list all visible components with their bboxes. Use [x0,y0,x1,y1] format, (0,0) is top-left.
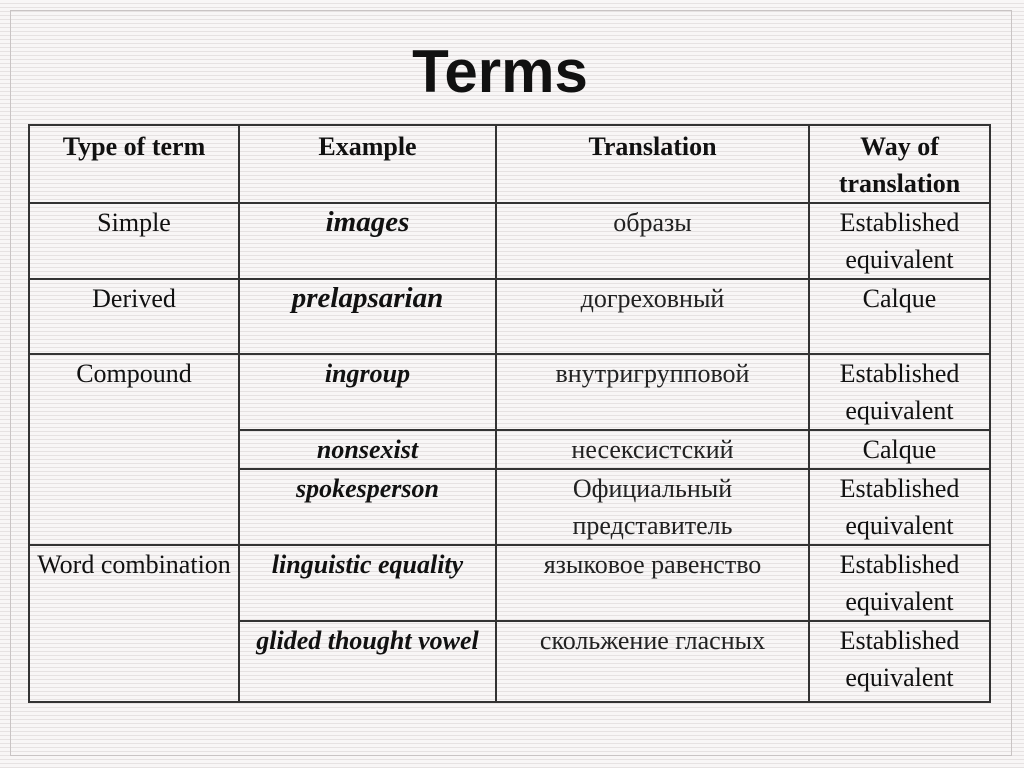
cell-translation: языковое равенство [496,545,809,621]
header-way-of-translation: Way of translation [809,125,990,203]
cell-example: linguistic equality [239,545,496,621]
cell-type: Word combination [29,545,239,702]
cell-example: nonsexist [239,430,496,469]
cell-example: glided thought vowel [239,621,496,702]
cell-translation: догреховный [496,279,809,354]
table-row [29,545,990,621]
cell-type: Derived [29,279,239,354]
cell-translation: Официальный представитель [496,469,809,545]
cell-way: Established equivalent [809,621,990,702]
table-row [29,279,990,354]
table-header-row [29,125,990,203]
cell-translation: образы [496,203,809,279]
header-translation: Translation [496,125,809,203]
terms-table [28,124,991,703]
cell-way: Established equivalent [809,354,990,430]
cell-way: Established equivalent [809,545,990,621]
cell-type: Compound [29,354,239,545]
cell-translation: несексистский [496,430,809,469]
cell-way: Established equivalent [809,469,990,545]
cell-example: prelapsarian [239,279,496,354]
cell-example: ingroup [239,354,496,430]
cell-example: images [239,203,496,279]
cell-example: spokesperson [239,469,496,545]
table-row [29,354,990,430]
cell-way: Established equivalent [809,203,990,279]
table-row [29,203,990,279]
cell-type: Simple [29,203,239,279]
cell-way: Calque [809,430,990,469]
cell-way: Calque [809,279,990,354]
cell-translation: внутригрупповой [496,354,809,430]
slide-title: Terms [412,38,588,105]
header-type-of-term: Type of term [29,125,239,203]
cell-translation: скольжение гласных [496,621,809,702]
header-example: Example [239,125,496,203]
